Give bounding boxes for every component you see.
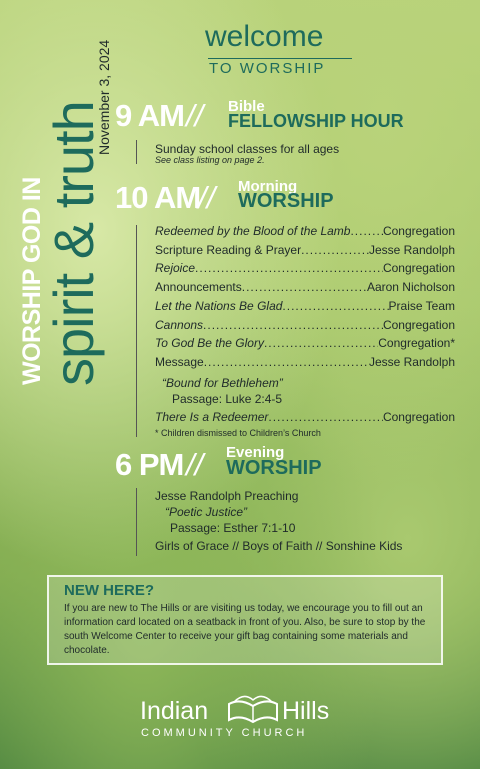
service-who: Aaron Nicholson (366, 280, 455, 295)
service-title: Redeemed by the Blood of the Lamb (155, 224, 351, 238)
six-bar (136, 488, 137, 556)
nine-small-label: Bible (228, 98, 265, 115)
nine-bar (136, 140, 137, 164)
new-here-title: NEW HERE? (64, 582, 154, 599)
side-worship-god-in: WORSHIP GOD IN (18, 177, 46, 385)
service-title: Announcements (155, 280, 242, 295)
nine-line2: See class listing on page 2. (155, 155, 265, 165)
service-title: To God Be the Glory (155, 336, 264, 351)
service-row (155, 243, 455, 257)
service-title: Message (155, 354, 204, 369)
children-note: * Children dismissed to Children’s Church (155, 428, 321, 438)
nine-time: 9 AM (115, 98, 184, 133)
service-row (155, 299, 455, 313)
service-who: Jesse Randolph (368, 354, 455, 369)
six-time: 6 PM (115, 447, 184, 482)
service-title: Scripture Reading & Prayer (155, 242, 302, 257)
nine-slash: // (186, 98, 204, 133)
welcome-title: welcome (205, 20, 324, 53)
six-slash: // (186, 447, 204, 482)
logo-sub: COMMUNITY CHURCH (141, 727, 308, 739)
service-row (155, 280, 455, 294)
ten-bar (136, 225, 137, 437)
service-leader (204, 355, 369, 369)
nine-line1: Sunday school classes for all ages (155, 142, 340, 156)
service-leader (203, 318, 383, 332)
closing-title: There Is a Redeemer (155, 410, 269, 424)
service-title: Rejoice (155, 261, 196, 276)
closing-leader (268, 410, 383, 424)
service-leader (264, 336, 378, 350)
closing-row (155, 410, 455, 424)
service-who: Congregation (382, 224, 455, 238)
nine-big-label: FELLOWSHIP HOUR (228, 111, 404, 131)
service-who: Praise Team (388, 298, 455, 313)
six-line4: Girls of Grace // Boys of Faith // Sonshine Kids (155, 539, 403, 553)
service-leader (242, 280, 367, 294)
service-leader (350, 224, 382, 238)
six-line1: Jesse Randolph Preaching (155, 489, 299, 503)
service-leader (282, 299, 388, 313)
service-who: Congregation (382, 261, 455, 276)
new-here-box (47, 575, 443, 665)
ten-time: 10 AM (115, 180, 201, 215)
book-icon (226, 690, 280, 726)
service-who: Jesse Randolph (368, 242, 455, 257)
service-row (155, 355, 455, 369)
service-row (155, 224, 455, 238)
six-small-label: Evening (226, 444, 285, 461)
welcome-divider (208, 58, 352, 59)
logo-hills: Hills (282, 697, 330, 725)
side-date: November 3, 2024 (96, 39, 112, 155)
ten-slash: // (198, 180, 216, 215)
ten-small-label: Morning (238, 178, 298, 195)
new-here-body: If you are new to The Hills or are visiting us today, we encourage you to fill out an information card located on a seatback in front of you. Also, be sure to stop by the south Welcome Center to receive your gift bag containing some materials and chocolate. (64, 603, 426, 656)
ten-big-label: WORSHIP (238, 190, 334, 212)
service-who: Congregation (382, 317, 455, 332)
six-big-label: WORSHIP (226, 457, 322, 479)
to-worship-subtitle: TO WORSHIP (209, 60, 326, 77)
service-leader (195, 261, 383, 275)
logo-indian: Indian (140, 697, 209, 725)
closing-who: Congregation (382, 410, 455, 424)
six-line3: Passage: Esther 7:1-10 (170, 521, 296, 535)
side-spirit-truth: spirit & truth (42, 101, 105, 386)
service-who: Congregation* (378, 336, 455, 351)
service-leader (301, 243, 369, 257)
service-title: Cannons (155, 317, 204, 332)
message-passage: Passage: Luke 2:4-5 (172, 392, 283, 406)
message-title: “Bound for Bethlehem” (162, 376, 283, 390)
service-row (155, 336, 455, 350)
service-title: Let the Nations Be Glad (155, 298, 283, 313)
service-row (155, 261, 455, 275)
service-row (155, 318, 455, 332)
six-line2: “Poetic Justice” (165, 505, 248, 519)
